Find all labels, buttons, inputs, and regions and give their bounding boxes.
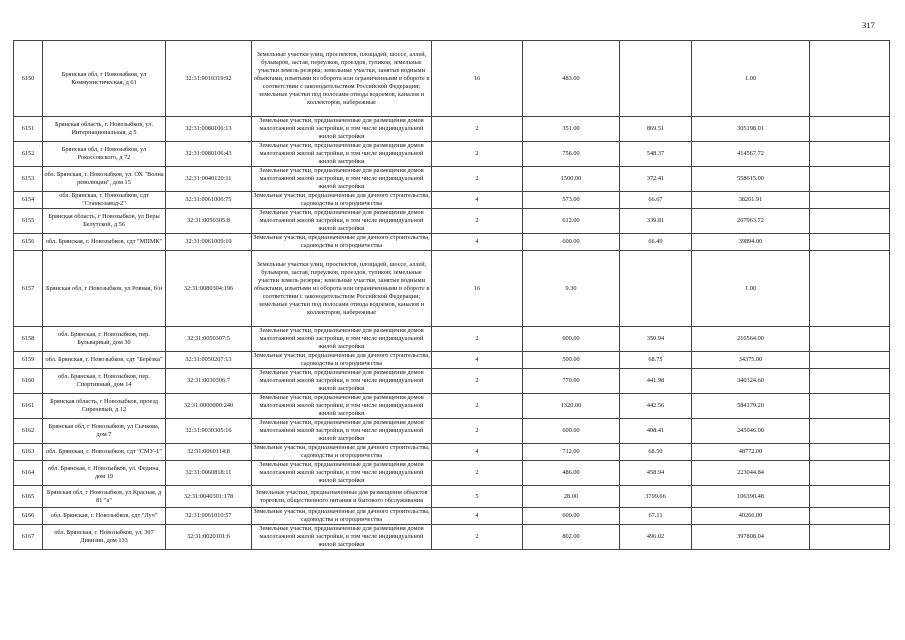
area-cell: 600.00 xyxy=(523,508,620,525)
group-code-cell: 2 xyxy=(432,117,523,142)
empty-cell xyxy=(810,209,890,234)
row-number: 6167 xyxy=(14,525,43,550)
cadastral-value-cell: 414567.72 xyxy=(692,142,810,167)
area-cell: 756.00 xyxy=(523,142,620,167)
group-code-cell: 4 xyxy=(432,508,523,525)
group-code-cell: 4 xyxy=(432,444,523,461)
area-cell: 600.00 xyxy=(523,327,620,352)
address-cell: Брянская обл, г Новозыбков, ул Коммунистическая, д 61 xyxy=(43,41,166,117)
page-number: 317 xyxy=(862,20,875,30)
land-registry-table xyxy=(13,40,890,550)
address-cell: обл. Брянская, г. Новозыбков, ул. Федина, дом 19 xyxy=(43,461,166,486)
land-use-description-cell: Земельные участки, предназначенные для размещения домов малоэтажной жилой застройки, в том числе индивидуальной жилой застройки xyxy=(252,525,432,550)
unit-rate-cell: 339.81 xyxy=(620,209,692,234)
cadastral-number-cell: 32:31:0050307:5 xyxy=(166,327,252,352)
unit-rate-cell: 496.02 xyxy=(620,525,692,550)
area-cell: 1500.00 xyxy=(523,167,620,192)
unit-rate-cell: 66.67 xyxy=(620,192,692,209)
empty-cell xyxy=(810,142,890,167)
land-use-description-cell: Земельные участки, предназначенные для размещения домов малоэтажной жилой застройки, в том числе индивидуальной жилой застройки xyxy=(252,369,432,394)
table-row xyxy=(14,142,890,167)
empty-cell xyxy=(810,461,890,486)
address-cell: обл. Брянская, г. Новозыбков, сдт "СМУ-1" xyxy=(43,444,166,461)
empty-cell xyxy=(810,486,890,508)
unit-rate-cell: 67.11 xyxy=(620,508,692,525)
area-cell: 712.00 xyxy=(523,444,620,461)
cadastral-value-cell: 106390.48 xyxy=(692,486,810,508)
land-use-description-cell: Земельные участки улиц, проспектов, площадей, шоссе, аллей, бульваров, застав, переулков, проездов, тупиков; земельные участки земель резерва; земельные участки, занятые водными объектами, изъятыми из оборота или ограниченными в обороте в соответствии с законодательством Российской Федерации; земельные участки под полосами отвода водоемов, каналов и коллекторов, набережные xyxy=(252,41,432,117)
cadastral-number-cell: 32:31:0040301:178 xyxy=(166,486,252,508)
area-cell: 9.30 xyxy=(523,251,620,327)
area-cell: 612.00 xyxy=(523,209,620,234)
area-cell: 483.00 xyxy=(523,41,620,117)
group-code-cell: 2 xyxy=(432,167,523,192)
cadastral-value-cell: 1.00 xyxy=(692,251,810,327)
address-cell: обл. Брянская, г. Новозыбков, сдт "Луч" xyxy=(43,508,166,525)
empty-cell xyxy=(810,251,890,327)
land-use-description-cell: Земельные участки, предназначенные для размещения домов малоэтажной жилой застройки, в том числе индивидуальной жилой застройки xyxy=(252,419,432,444)
unit-rate-cell: 869.51 xyxy=(620,117,692,142)
land-use-description-cell: Земельные участки, предназначенные для размещения домов малоэтажной жилой застройки, в том числе индивидуальной жилой застройки xyxy=(252,327,432,352)
table-row xyxy=(14,486,890,508)
unit-rate-cell: 68.50 xyxy=(620,444,692,461)
row-number: 6150 xyxy=(14,41,43,117)
group-code-cell: 5 xyxy=(432,486,523,508)
row-number: 6158 xyxy=(14,327,43,352)
empty-cell xyxy=(810,394,890,419)
empty-cell xyxy=(810,192,890,209)
address-cell: Брянская область, г Новозыбков, ул Веры Белутской, д 56 xyxy=(43,209,166,234)
empty-cell xyxy=(810,525,890,550)
empty-cell xyxy=(810,234,890,251)
cadastral-number-cell: 32:31:0080106:13 xyxy=(166,117,252,142)
area-cell: 770.00 xyxy=(523,369,620,394)
table-row xyxy=(14,419,890,444)
table-row xyxy=(14,41,890,117)
row-number: 6166 xyxy=(14,508,43,525)
empty-cell xyxy=(810,419,890,444)
group-code-cell: 2 xyxy=(432,525,523,550)
cadastral-number-cell: 32:31:0000000:240 xyxy=(166,394,252,419)
cadastral-number-cell: 32:31:0010319:92 xyxy=(166,41,252,117)
unit-rate-cell: 442.56 xyxy=(620,394,692,419)
table-row xyxy=(14,369,890,394)
cadastral-number-cell: 32:31:0061006:75 xyxy=(166,192,252,209)
unit-rate-cell: 350.94 xyxy=(620,327,692,352)
table-row xyxy=(14,327,890,352)
cadastral-number-cell: 32:31:0060114:8 xyxy=(166,444,252,461)
cadastral-number-cell: 32:31:0080106:43 xyxy=(166,142,252,167)
unit-rate-cell: 66.49 xyxy=(620,234,692,251)
unit-rate-cell: 458.94 xyxy=(620,461,692,486)
table-body xyxy=(14,41,890,550)
unit-rate-cell: 441.98 xyxy=(620,369,692,394)
group-code-cell: 2 xyxy=(432,209,523,234)
cadastral-number-cell: 32:31:0050305:8 xyxy=(166,209,252,234)
row-number: 6154 xyxy=(14,192,43,209)
empty-cell xyxy=(810,508,890,525)
cadastral-value-cell: 207963.72 xyxy=(692,209,810,234)
cadastral-number-cell: 32:31:0040120:11 xyxy=(166,167,252,192)
cadastral-value-cell: 39894.00 xyxy=(692,234,810,251)
table-row xyxy=(14,394,890,419)
empty-cell xyxy=(810,327,890,352)
land-use-description-cell: Земельные участки, предназначенные для размещения объектов торговли, общественного питания и бытового обслуживания xyxy=(252,486,432,508)
cadastral-value-cell: 223044.84 xyxy=(692,461,810,486)
unit-rate-cell: 68.75 xyxy=(620,352,692,369)
table-row xyxy=(14,525,890,550)
address-cell: Брянская область, г. Новозыбков, ул. Интернациональная, д 5 xyxy=(43,117,166,142)
group-code-cell: 4 xyxy=(432,234,523,251)
cadastral-number-cell: 32:31:0030306:7 xyxy=(166,369,252,394)
cadastral-value-cell: 40266.00 xyxy=(692,508,810,525)
address-cell: обл. Брянская, г. Новозыбков, ул. 307 Дивизии, дом 133 xyxy=(43,525,166,550)
cadastral-value-cell: 48772.00 xyxy=(692,444,810,461)
group-code-cell: 16 xyxy=(432,41,523,117)
row-number: 6162 xyxy=(14,419,43,444)
land-use-description-cell: Земельные участки, предназначенные для размещения домов малоэтажной жилой застройки, в том числе индивидуальной жилой застройки xyxy=(252,167,432,192)
empty-cell xyxy=(810,167,890,192)
table-row xyxy=(14,167,890,192)
table-row xyxy=(14,209,890,234)
land-use-description-cell: Земельные участки, предназначенные для дачного строительства, садоводства и огородничества xyxy=(253,508,430,523)
address-cell: Брянская область, г Новозыбков, проезд Сиреневый, д 12 xyxy=(43,394,166,419)
cadastral-number-cell: 32:31:0050207:13 xyxy=(166,352,252,369)
land-use-description-cell: Земельные участки улиц, проспектов, площадей, шоссе, аллей, бульваров, застав, переулков, проездов, тупиков; земельные участки земель резерва; земельные участки, занятые водными объектами, изъятыми из оборота или ограниченными в обороте в соответствии с законодательством Российской Федерации; земельные участки под полосами отвода водоемов, каналов и коллекторов, набережные xyxy=(252,251,432,327)
address-cell: Брянская обл, г Новозыбков, ул Ровная, б/н xyxy=(43,251,166,327)
area-cell: 573.00 xyxy=(523,192,620,209)
land-use-description-cell: Земельные участки, предназначенные для дачного строительства, садоводства и огородничества xyxy=(253,234,430,249)
unit-rate-cell xyxy=(620,251,692,327)
group-code-cell: 2 xyxy=(432,327,523,352)
empty-cell xyxy=(810,117,890,142)
row-number: 6153 xyxy=(14,167,43,192)
address-cell: обл. Брянская, г. Новозыбков, пер. Спортивный, дом 14 xyxy=(43,369,166,394)
table-row xyxy=(14,192,890,209)
area-cell: 600.00 xyxy=(523,234,620,251)
address-cell: Брянская обл, г Новозыбков, ул Сычкова, дом 7 xyxy=(43,419,166,444)
table-row xyxy=(14,251,890,327)
area-cell: 28.00 xyxy=(523,486,620,508)
table-row xyxy=(14,352,890,369)
cadastral-value-cell: 340324.60 xyxy=(692,369,810,394)
group-code-cell: 2 xyxy=(432,461,523,486)
land-use-description-cell: Земельные участки, предназначенные для размещения домов малоэтажной жилой застройки, в том числе индивидуальной жилой застройки xyxy=(252,142,432,167)
table-row xyxy=(14,117,890,142)
address-cell: обл. Брянская, г. Новозыбков, ул. ОХ "Волна революции", дом 15 xyxy=(43,167,166,192)
address-cell: Брянская обл, г Новозыбков, ул Красная, д 81 "а" xyxy=(43,486,166,508)
address-cell: обл. Брянская, г. Новозыбков, сдт "МПМК" xyxy=(43,234,166,251)
table-row xyxy=(14,444,890,461)
table-row xyxy=(14,508,890,525)
row-number: 6159 xyxy=(14,352,43,369)
cadastral-number-cell: 32:31:0020101:6 xyxy=(166,525,252,550)
land-use-description-cell: Земельные участки, предназначенные для дачного строительства, садоводства и огородничества xyxy=(253,192,430,207)
cadastral-value-cell: 34375.00 xyxy=(692,352,810,369)
row-number: 6160 xyxy=(14,369,43,394)
row-number: 6165 xyxy=(14,486,43,508)
group-code-cell: 4 xyxy=(432,192,523,209)
area-cell: 351.00 xyxy=(523,117,620,142)
area-cell: 500.00 xyxy=(523,352,620,369)
row-number: 6161 xyxy=(14,394,43,419)
group-code-cell: 2 xyxy=(432,394,523,419)
row-number: 6151 xyxy=(14,117,43,142)
area-cell: 600.00 xyxy=(523,419,620,444)
cadastral-value-cell: 558615.00 xyxy=(692,167,810,192)
cadastral-number-cell: 32:31:0060818:11 xyxy=(166,461,252,486)
cadastral-number-cell: 32:31:0030305:16 xyxy=(166,419,252,444)
land-use-description-cell: Земельные участки, предназначенные для размещения домов малоэтажной жилой застройки, в том числе индивидуальной жилой застройки xyxy=(252,209,432,234)
empty-cell xyxy=(810,41,890,117)
group-code-cell: 2 xyxy=(432,369,523,394)
cadastral-value-cell: 397808.04 xyxy=(692,525,810,550)
unit-rate-cell: 3799.66 xyxy=(620,486,692,508)
cadastral-value-cell: 1.00 xyxy=(692,41,810,117)
cadastral-value-cell: 305198.01 xyxy=(692,117,810,142)
area-cell: 1320.00 xyxy=(523,394,620,419)
empty-cell xyxy=(810,369,890,394)
row-number: 6164 xyxy=(14,461,43,486)
group-code-cell: 4 xyxy=(432,352,523,369)
unit-rate-cell xyxy=(620,41,692,117)
table-row xyxy=(14,234,890,251)
cadastral-number-cell: 32:31:0061009:10 xyxy=(166,234,252,251)
address-cell: обл. Брянская, г. Новозыбков, сдт "Берёзка" xyxy=(43,352,166,369)
area-cell: 802.00 xyxy=(523,525,620,550)
unit-rate-cell: 372.41 xyxy=(620,167,692,192)
unit-rate-cell: 408.41 xyxy=(620,419,692,444)
group-code-cell: 2 xyxy=(432,142,523,167)
group-code-cell: 2 xyxy=(432,419,523,444)
cadastral-value-cell: 245046.00 xyxy=(692,419,810,444)
address-cell: обл. Брянская, г. Новозыбков, пер. Бульварный, дом 30 xyxy=(43,327,166,352)
unit-rate-cell: 548.37 xyxy=(620,142,692,167)
cadastral-value-cell: 38201.91 xyxy=(692,192,810,209)
row-number: 6157 xyxy=(14,251,43,327)
land-use-description-cell: Земельные участки, предназначенные для дачного строительства, садоводства и огородничества xyxy=(253,352,430,367)
row-number: 6156 xyxy=(14,234,43,251)
group-code-cell: 16 xyxy=(432,251,523,327)
table-row xyxy=(14,461,890,486)
land-use-description-cell: Земельные участки, предназначенные для размещения домов малоэтажной жилой застройки, в том числе индивидуальной жилой застройки xyxy=(252,117,432,142)
land-use-description-cell: Земельные участки, предназначенные для размещения домов малоэтажной жилой застройки, в том числе индивидуальной жилой застройки xyxy=(252,394,432,419)
address-cell: обл. Брянская, г. Новозыбков, сдт "Станкозавод-2" xyxy=(43,192,166,209)
empty-cell xyxy=(810,352,890,369)
row-number: 6163 xyxy=(14,444,43,461)
cadastral-number-cell: 32:31:0080304:196 xyxy=(166,251,252,327)
cadastral-value-cell: 210564.00 xyxy=(692,327,810,352)
cadastral-number-cell: 32:31:0061010:57 xyxy=(166,508,252,525)
empty-cell xyxy=(810,444,890,461)
land-use-description-cell: Земельные участки, предназначенные для размещения домов малоэтажной жилой застройки, в том числе индивидуальной жилой застройки xyxy=(252,461,432,486)
address-cell: Брянская обл, г Новозыбков, ул Рокоссовского, д 72 xyxy=(43,142,166,167)
row-number: 6155 xyxy=(14,209,43,234)
land-use-description-cell: Земельные участки, предназначенные для дачного строительства, садоводства и огородничества xyxy=(253,444,430,459)
cadastral-value-cell: 584179.20 xyxy=(692,394,810,419)
area-cell: 486.00 xyxy=(523,461,620,486)
row-number: 6152 xyxy=(14,142,43,167)
